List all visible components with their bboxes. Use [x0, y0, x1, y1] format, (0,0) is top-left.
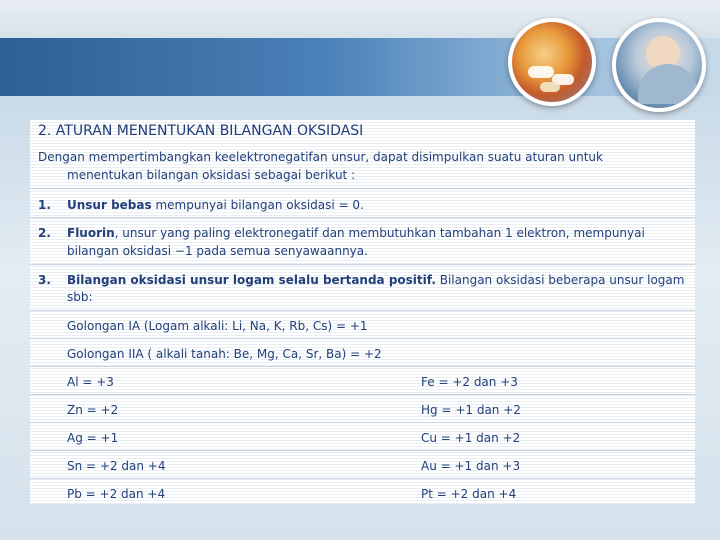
content-panel — [30, 120, 695, 504]
metal-sn: Sn = +2 dan +4 — [67, 459, 166, 473]
divider — [30, 188, 695, 189]
doctor-photo — [612, 18, 706, 112]
rule-2-line2: bilangan oksidasi −1 pada semua senyawaannya. — [67, 244, 368, 258]
rule-2-bold: Fluorin — [67, 226, 115, 240]
intro-text-line2: menentukan bilangan oksidasi sebagai berikut : — [67, 168, 356, 182]
rule-1-rest: mempunyai bilangan oksidasi = 0. — [151, 198, 364, 212]
divider — [30, 338, 695, 339]
divider — [30, 264, 695, 265]
intro-text-line1: Dengan mempertimbangkan keelektronegatifan unsur, dapat disimpulkan suatu aturan untuk — [38, 150, 603, 164]
metal-au: Au = +1 dan +3 — [421, 459, 521, 473]
rule-3-text — [67, 273, 684, 287]
pills-photo — [508, 18, 596, 106]
metal-fe: Fe = +2 dan +3 — [421, 375, 518, 389]
rule-1-text — [67, 198, 364, 212]
divider — [30, 478, 695, 479]
rule-3-number: 3. — [38, 273, 51, 287]
rule-1-bold: Unsur bebas — [67, 198, 152, 212]
metal-pt: Pt = +2 dan +4 — [421, 487, 517, 501]
header-background — [0, 0, 720, 40]
slide-title: 2. ATURAN MENENTUKAN BILANGAN OKSIDASI — [38, 123, 364, 139]
group-iia: Golongan IIA ( alkali tanah: Be, Mg, Ca, Sr, Ba) = +2 — [67, 347, 382, 361]
rule-3-bold: Bilangan oksidasi unsur logam selalu bertanda positif. — [67, 273, 436, 287]
rule-3-line2: sbb: — [67, 290, 93, 304]
rule-2-rest: , unsur yang paling elektronegatif dan membutuhkan tambahan 1 elektron, mempunyai — [114, 226, 645, 240]
divider — [30, 366, 695, 367]
group-ia: Golongan IA (Logam alkali: Li, Na, K, Rb, Cs) = +1 — [67, 319, 368, 333]
divider — [30, 217, 695, 218]
metal-cu: Cu = +1 dan +2 — [421, 431, 521, 445]
rule-2-text — [67, 226, 645, 240]
metal-al: Al = +3 — [67, 375, 114, 389]
divider — [30, 394, 695, 395]
metal-pb: Pb = +2 dan +4 — [67, 487, 166, 501]
divider — [30, 450, 695, 451]
rule-2-number: 2. — [38, 226, 51, 240]
divider — [30, 422, 695, 423]
divider — [30, 310, 695, 311]
rule-1-number: 1. — [38, 198, 51, 212]
rule-3-rest: Bilangan oksidasi beberapa unsur logam — [435, 273, 685, 287]
metal-zn: Zn = +2 — [67, 403, 119, 417]
metal-hg: Hg = +1 dan +2 — [421, 403, 521, 417]
metal-ag: Ag = +1 — [67, 431, 119, 445]
